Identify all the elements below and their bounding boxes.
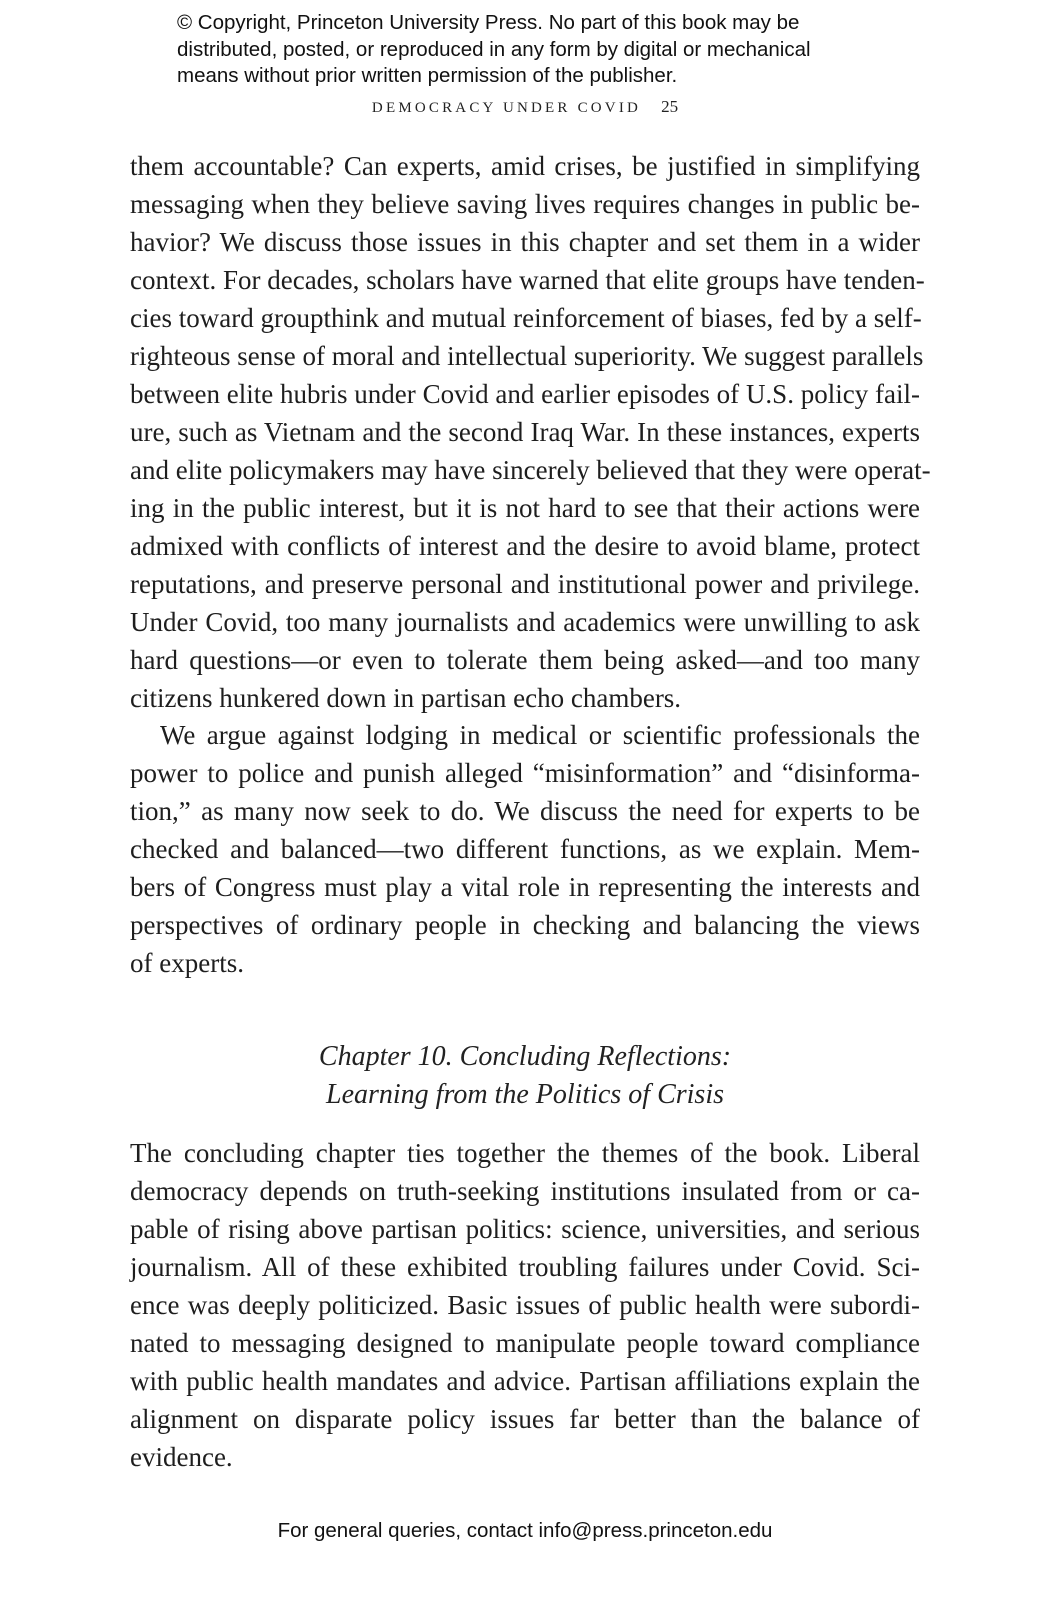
- text-line: citizens hunkered down in partisan echo chambers.: [130, 683, 682, 713]
- text-line: alignment on disparate policy issues far better than the balance of: [130, 1404, 920, 1434]
- running-head-title: DEMOCRACY UNDER COVID: [371, 100, 642, 116]
- copyright-line: means without prior written permission of the publisher.: [177, 64, 678, 87]
- text-line: journalism. All of these exhibited troubling failures under Covid. Sci-: [130, 1252, 920, 1282]
- text-line: of experts.: [130, 948, 244, 978]
- paragraph-3: [130, 1134, 920, 1476]
- text-line: reputations, and preserve personal and institutional power and privilege.: [130, 569, 920, 599]
- running-head: [0, 97, 1050, 117]
- copyright-line: © Copyright, Princeton University Press. No part of this book may be: [177, 11, 800, 34]
- paragraph-1: [130, 147, 931, 717]
- text-line: perspectives of ordinary people in checking and balancing the views: [130, 910, 920, 940]
- text-line: bers of Congress must play a vital role in representing the interests and: [130, 872, 920, 902]
- text-line: ence was deeply politicized. Basic issues of public health were subordi-: [130, 1290, 920, 1320]
- text-line: with public health mandates and advice. Partisan affiliations explain the: [130, 1366, 920, 1396]
- copyright-line: distributed, posted, or reproduced in any form by digital or mechanical: [177, 37, 811, 61]
- text-line: ing in the public interest, but it is not hard to see that their actions were: [130, 493, 920, 523]
- text-line: democracy depends on truth-seeking institutions insulated from or ca-: [130, 1176, 920, 1206]
- text-line: context. For decades, scholars have warned that elite groups have tenden-: [130, 265, 925, 295]
- copyright-notice: [177, 10, 897, 90]
- page-number: 25: [661, 97, 679, 116]
- text-line: and elite policymakers may have sincerely believed that they were operat-: [130, 455, 931, 485]
- text-line: checked and balanced—two different functions, as we explain. Mem-: [130, 834, 920, 864]
- text-line: between elite hubris under Covid and earlier episodes of U.S. policy fail-: [130, 379, 920, 409]
- text-line: havior? We discuss those issues in this chapter and set them in a wider: [130, 227, 920, 257]
- text-line: pable of rising above partisan politics: science, universities, and serious: [130, 1214, 920, 1244]
- footer-contact: For general queries, contact info@press.princeton.edu: [277, 1519, 773, 1542]
- chapter-heading-line-2: Learning from the Politics of Crisis: [326, 1079, 724, 1110]
- chapter-heading: [0, 1038, 1050, 1114]
- text-line: cies toward groupthink and mutual reinforcement of biases, fed by a self-: [130, 303, 922, 333]
- text-line: power to police and punish alleged “misinformation” and “disinforma-: [130, 758, 920, 788]
- text-line: We argue against lodging in medical or scientific professionals the: [160, 720, 920, 750]
- text-line: nated to messaging designed to manipulate people toward compliance: [130, 1328, 920, 1358]
- text-line: righteous sense of moral and intellectual superiority. We suggest parallels: [130, 341, 924, 371]
- paragraph-2: [130, 716, 920, 982]
- chapter-heading-line-1: Chapter 10. Concluding Reflections:: [318, 1041, 732, 1072]
- text-line: admixed with conflicts of interest and the desire to avoid blame, protect: [130, 531, 920, 561]
- text-line: tion,” as many now seek to do. We discuss the need for experts to be: [130, 796, 920, 826]
- text-line: The concluding chapter ties together the themes of the book. Liberal: [130, 1138, 920, 1168]
- text-line: ure, such as Vietnam and the second Iraq War. In these instances, experts: [130, 417, 920, 447]
- text-line: them accountable? Can experts, amid crises, be justified in simplifying: [130, 151, 920, 181]
- text-line: messaging when they believe saving lives requires changes in public be-: [130, 189, 920, 219]
- text-line: Under Covid, too many journalists and academics were unwilling to ask: [130, 607, 920, 637]
- text-line: hard questions—or even to tolerate them being asked—and too many: [130, 645, 920, 675]
- text-line: evidence.: [130, 1442, 233, 1472]
